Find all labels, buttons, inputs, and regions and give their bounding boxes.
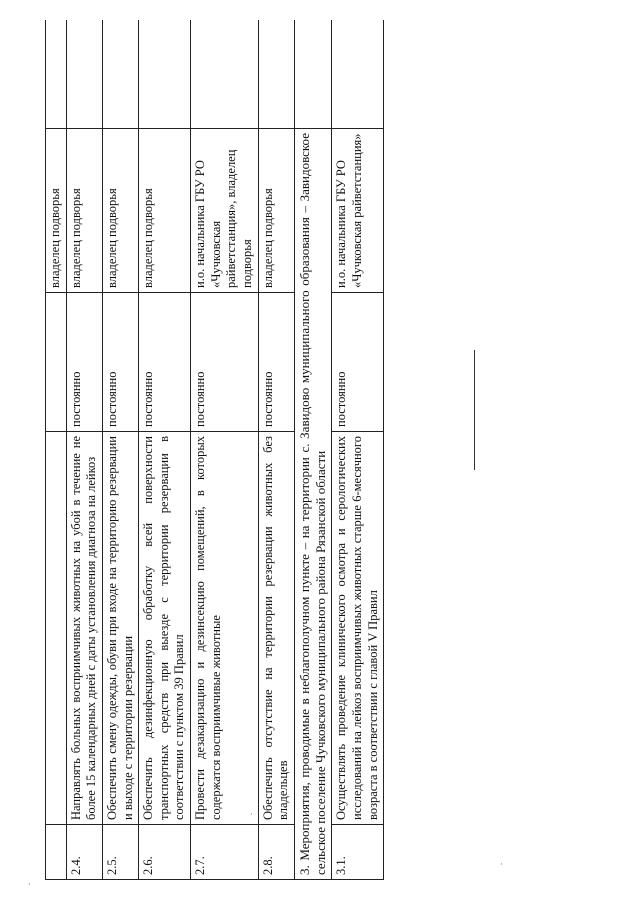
cell-term: постоянно [332,293,384,432]
cell-term [46,293,67,432]
cell-action: Осуществлять проведение клинического осмотра и серологических исследований на лейкоз восприимчивых животных старше 6-месячного возраста в соответствии с главой V Правил [332,432,384,825]
cell-action: Обеспечить дезинфекционную обработку всей поверхности транспортных средств при выезде с территории резервации в соответствии с пунктом 39 Правил [139,432,191,825]
cell-num: 3.1. [332,825,384,880]
scan-speck: · [250,810,253,820]
cell-responsible: владелец подворья [66,129,102,293]
table-row [139,20,191,880]
cell-empty [332,20,384,129]
table-row [46,20,67,880]
cell-term: постоянно [258,293,294,432]
cell-empty [66,20,102,129]
cell-num: 2.6. [139,825,191,880]
section-heading: 3. Мероприятия, проводимые в неблагополучном пункте – на территории с. Завидово муниципального образования – Завидовское сельское поселение Чучковского муниципального района Рязанской области [294,129,332,880]
cell-action: Обеспечить смену одежды, обуви при входе на территорию резервации и выходе с территории резервации [102,432,138,825]
cell-responsible: владелец подворья [258,129,294,293]
cell-empty [102,20,138,129]
cell-empty [294,20,332,129]
rotated-page [45,20,455,880]
cell-num: 2.5. [102,825,138,880]
measures-table [45,20,384,880]
scan-speck: · [28,880,31,890]
cell-term: постоянно [102,293,138,432]
cell-action: Обеспечить отсутствие на территории резервации животных без владельцев [258,432,294,825]
cell-num: 2.7. [191,825,259,880]
table-row [258,20,294,880]
cell-empty [258,20,294,129]
table-row [191,20,259,880]
document-page [45,20,455,880]
cell-num: 2.4. [66,825,102,880]
end-line [474,350,475,470]
cell-term: постоянно [191,293,259,432]
section-row [294,20,332,880]
cell-responsible: и.о. начальника ГБУ РО «Чучковская райветстанция», владелец подворья [191,129,259,293]
cell-term: постоянно [139,293,191,432]
cell-term: постоянно [66,293,102,432]
cell-responsible: владелец подворья [46,129,67,293]
cell-num [46,825,67,880]
scan-speck: · [500,860,503,870]
cell-empty [191,20,259,129]
table-row [332,20,384,880]
cell-responsible: владелец подворья [139,129,191,293]
cell-action: Провести дезакаризацию и дезинсекцию помещений, в которых содержатся восприимчивые животные [191,432,259,825]
cell-empty [139,20,191,129]
cell-action: Направлять больных восприимчивых животных на убой в течение не более 15 календарных дней с даты установления диагноза на лейкоз [66,432,102,825]
cell-responsible: и.о. начальника ГБУ РО «Чучковская райветстанция» [332,129,384,293]
cell-num: 2.8. [258,825,294,880]
cell-responsible: владелец подворья [102,129,138,293]
table-row [102,20,138,880]
cell-action [46,432,67,825]
cell-empty [46,20,67,129]
table-row [66,20,102,880]
